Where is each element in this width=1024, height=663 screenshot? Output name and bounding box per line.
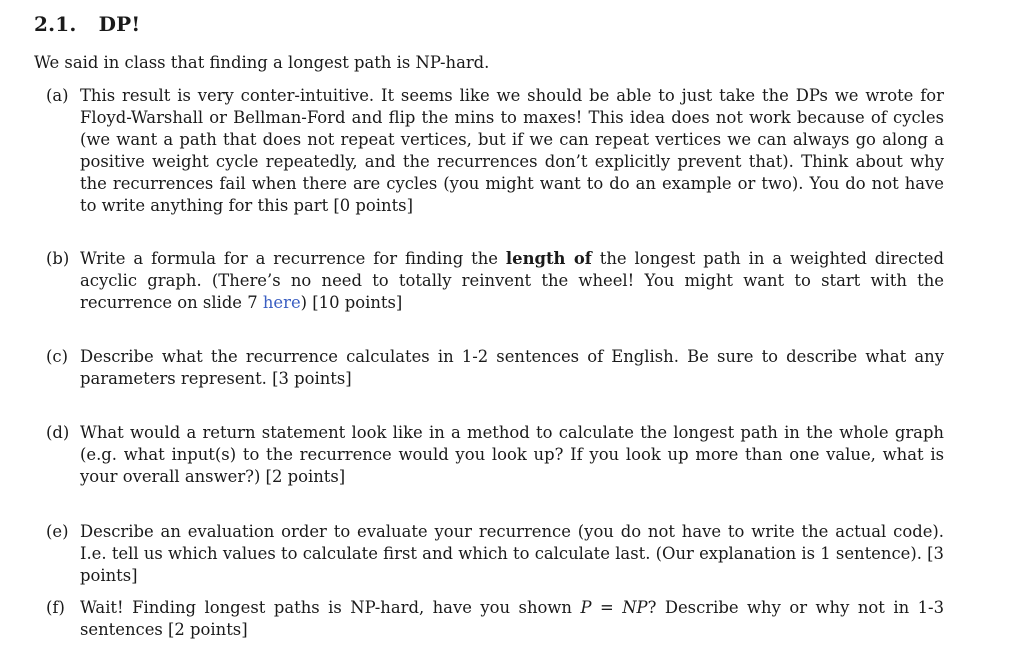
part-b-text-after: ) [10 points] <box>300 293 403 312</box>
part-label: (e) <box>46 522 69 541</box>
intro-text: We said in class that finding a longest path is NP-hard. <box>34 53 490 72</box>
part-c-text: Describe what the recurrence calculates in 1-2 sentences of English. Be sure to describe what any parameters represent. [3 points] <box>80 347 944 388</box>
part-label: (b) <box>46 249 70 268</box>
part-label: (f) <box>46 598 65 617</box>
section-title: DP! <box>98 12 141 36</box>
section-number: 2.1. <box>34 12 77 36</box>
part-b-text-before: Write a formula for a recurrence for finding the <box>80 249 498 268</box>
math-equals: = <box>599 598 614 617</box>
part-f-text-before: Wait! Finding longest paths is NP-hard, have you shown <box>80 598 572 617</box>
question-part-e <box>46 521 944 587</box>
part-label: (c) <box>46 347 68 366</box>
part-a-text: This result is very conter-intuitive. It seems like we should be able to just take the DPs we wrote for Floyd-Warshall or Bellman-Ford and flip the mins to maxes! This idea does not work because of cycles (we want a path that does not repeat vertices, but if we can repeat vertices we can always go along a positive weight cycle repeatedly, and the recurrences don’t explicitly prevent that). Think about why the recurrences fail when there are cycles (you might want to do an example or two). You do not have to write anything for this part [0 points] <box>80 86 944 215</box>
question-part-f <box>46 597 944 641</box>
part-b-text-middle: the longest path in a weighted directed acyclic graph. (There’s no need to totally reinvent the wheel! You might want to start with the recurrence on slide 7 <box>80 249 944 312</box>
math-np: NP <box>622 598 648 617</box>
math-p: P <box>580 598 592 617</box>
part-label: (a) <box>46 86 69 105</box>
part-f-text-after: ? Describe why or why not in 1-3 sentences [2 points] <box>80 598 945 639</box>
question-part-b <box>46 248 944 314</box>
part-f-text <box>80 597 944 641</box>
part-b-bold-phrase: length of <box>505 249 592 268</box>
question-part-d <box>46 422 944 488</box>
here-link[interactable]: here <box>262 293 301 312</box>
part-b-text <box>80 248 944 314</box>
part-d-text: What would a return statement look like in a method to calculate the longest path in the whole graph (e.g. what input(s) to the recurrence would you look up? If you look up more than one value, what is your overall answer?) [2 points] <box>80 423 944 486</box>
part-label: (d) <box>46 423 70 442</box>
question-part-a <box>46 85 944 217</box>
question-part-c <box>46 346 944 390</box>
section-heading <box>34 12 140 36</box>
part-e-text: Describe an evaluation order to evaluate your recurrence (you do not have to write the actual code). I.e. tell us which values to calculate first and which to calculate last. (Our explanation is 1 sentence). [3 points] <box>80 522 944 585</box>
